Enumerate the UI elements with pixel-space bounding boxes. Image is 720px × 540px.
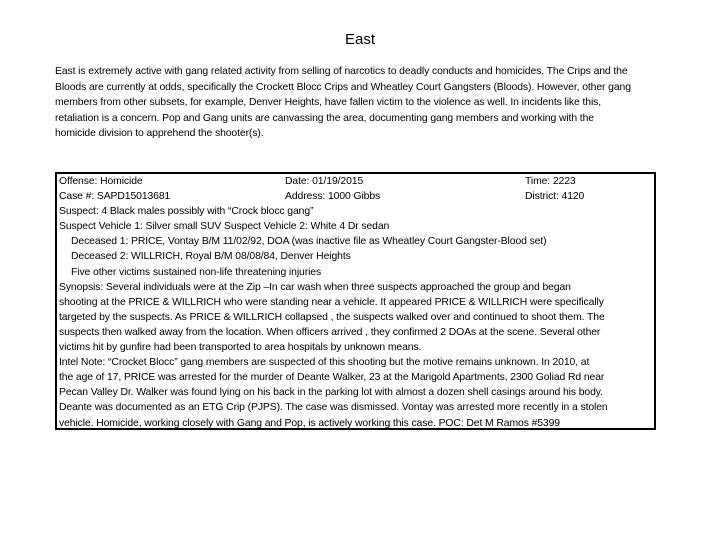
synopsis-line: victims hit by gunfire had been transported to area hospitals by unknown means.	[59, 342, 422, 354]
intro-paragraph	[55, 64, 681, 142]
incident-header-row-1	[59, 174, 659, 189]
intel-note-line: Intel Note: “Crocket Blocc” gang members are suspected of this shooting but the motive remains unknown. In 2010, at	[59, 357, 590, 369]
intro-line: members from other subsets, for example, Denver Heights, have fallen victim to the violence as well. In incidents like this,	[55, 97, 602, 109]
intel-note-line: the age of 17, PRICE was arrested for the murder of Deante Walker, 23 at the Marigold Apartments, 2300 Goliad Rd near	[59, 372, 605, 384]
case-number-field: Case #: SAPD15013681	[59, 191, 171, 203]
intel-note-line: Pecan Valley Dr. Walker was found lying on his back in the parking lot with almost a dozen shell casings around his body.	[59, 387, 603, 399]
incident-header-row-2	[59, 189, 659, 204]
synopsis-line: Synopsis: Several individuals were at the Zip –In car wash when three suspects approached the group and began	[59, 281, 571, 293]
date-field: Date: 01/19/2015	[285, 176, 364, 187]
address-field: Address: 1000 Gibbs	[285, 191, 381, 203]
intel-note-line: Deante was documented as an ETG Crip (PJPS). The case was dismissed. Vontay was arrested more recently in a stolen	[59, 402, 608, 414]
intro-line: retaliation is a concern. Pop and Gang units are canvassing the area, documenting gang members and working with the	[55, 112, 594, 124]
intro-line: homicide division to apprehend the shooter(s).	[55, 128, 264, 140]
suspect-line: Suspect: 4 Black males possibly with “Crock blocc gang”	[59, 206, 314, 218]
synopsis-line: suspects then walked away from the location. When officers arrived , they confirmed 2 DOAs at the scene. Several other	[59, 326, 601, 338]
synopsis-line: shooting at the PRICE & WILLRICH who were standing near a vehicle. It appeared PRICE & WILLRICH were specifically	[59, 296, 604, 308]
incident-report	[59, 174, 659, 431]
intro-line: East is extremely active with gang related activity from selling of narcotics to deadly conducts and homicides. The Crips and the	[55, 66, 628, 77]
time-field: Time: 2223	[525, 176, 576, 187]
suspect-vehicle-line: Suspect Vehicle 1: Silver small SUV Suspect Vehicle 2: White 4 Dr sedan	[59, 221, 390, 233]
page-title: East	[344, 31, 375, 48]
deceased-line: Deceased 2: WILLRICH, Royal B/M 08/08/84, Denver Heights	[71, 251, 351, 263]
deceased-line: Deceased 1: PRICE, Vontay B/M 11/02/92, DOA (was inactive file as Wheatley Court Gangster-Blood set)	[71, 236, 547, 248]
district-field: District: 4120	[525, 191, 585, 203]
victims-line: Five other victims sustained non-life threatening injuries	[71, 266, 322, 278]
offense-field: Offense: Homicide	[59, 176, 143, 187]
intel-note-line: vehicle. Homicide, working closely with Gang and Pop, is actively working this case. POC: Det M Ramos #5399	[59, 417, 560, 429]
intro-line: Bloods are currently at odds, specifically the Crockett Blocc Crips and Wheatley Court Gangsters (Bloods). However, other gang	[55, 81, 631, 93]
synopsis-line: targeted by the suspects. As PRICE & WILLRICH collapsed , the suspects walked over and continued to shoot them. The	[59, 311, 605, 323]
